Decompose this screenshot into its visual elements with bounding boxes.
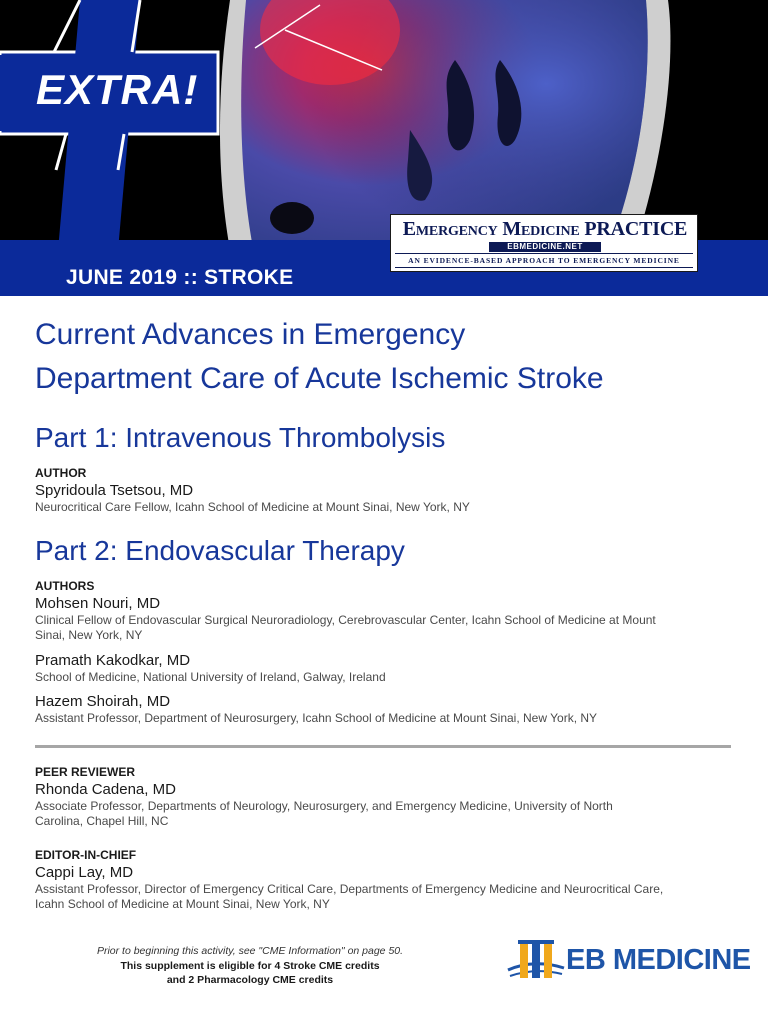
author-affiliation: Assistant Professor, Department of Neurosurgery, Icahn School of Medicine at Mount Sinai, New York, NY [35, 711, 598, 725]
peer-reviewer-label: PEER REVIEWER [35, 765, 136, 779]
main-title-line1: Current Advances in Emergency [35, 318, 466, 351]
author-name: Spyridoula Tsetsou, MD [35, 482, 194, 499]
cme-credits-line2: and 2 Pharmacology CME credits [166, 974, 334, 986]
editor-in-chief-name: Cappi Lay, MD [35, 864, 134, 881]
eb-medicine-wordmark: EB MEDICINE [566, 944, 751, 976]
section-divider [35, 745, 731, 748]
part2-heading: Part 2: Endovascular Therapy [35, 535, 405, 566]
affiliation-line2: Icahn School of Medicine at Mount Sinai, New York, NY [35, 897, 330, 911]
peer-reviewer-name: Rhonda Cadena, MD [35, 781, 176, 798]
editor-in-chief-affiliation [35, 882, 735, 912]
part1-author-label: AUTHOR [35, 466, 87, 480]
logo-title-part1: Emergency Medicine [402, 218, 580, 240]
author-name: Pramath Kakodkar, MD [35, 652, 191, 669]
logo-url: EBMEDICINE.NET [489, 242, 601, 252]
logo-title-part2: PRACTICE [584, 218, 688, 240]
extra-label: EXTRA! [36, 66, 199, 113]
cme-info-note: Prior to beginning this activity, see "CME Information" on page 50. [96, 945, 404, 957]
affiliation-line2: Carolina, Chapel Hill, NC [35, 814, 169, 828]
affiliation-line1: Assistant Professor, Director of Emergency Critical Care, Departments of Emergency Medicine and Neurocritical Care, [35, 882, 664, 896]
author-affiliation: Neurocritical Care Fellow, Icahn School of Medicine at Mount Sinai, New York, NY [35, 500, 470, 514]
author-affiliation [35, 613, 735, 643]
main-title-line2: Department Care of Acute Ischemic Stroke [35, 362, 604, 395]
author-affiliation: School of Medicine, National University of Ireland, Galway, Ireland [35, 670, 386, 684]
affiliation-line1: Clinical Fellow of Endovascular Surgical Neuroradiology, Cerebrovascular Center, Icahn School of Medicine at Mount [35, 613, 656, 627]
main-title [35, 313, 735, 401]
part1-heading: Part 1: Intravenous Thrombolysis [35, 422, 446, 453]
part2-authors-label: AUTHORS [35, 579, 95, 593]
logo-title [395, 218, 695, 241]
logo-tagline: AN EVIDENCE-BASED APPROACH TO EMERGENCY MEDICINE [395, 253, 693, 268]
editor-in-chief-label: EDITOR-IN-CHIEF [35, 848, 137, 862]
cme-credits-line1: This supplement is eligible for 4 Stroke CME credits [120, 960, 380, 972]
peer-reviewer-affiliation [35, 799, 735, 829]
issue-date-topic: JUNE 2019 :: STROKE [66, 266, 294, 289]
cover-banner [0, 0, 768, 296]
author-name: Mohsen Nouri, MD [35, 595, 161, 612]
author-name: Hazem Shoirah, MD [35, 693, 171, 710]
emergency-medicine-practice-logo [390, 214, 698, 272]
affiliation-line2: Sinai, New York, NY [35, 628, 143, 642]
affiliation-line1: Associate Professor, Departments of Neurology, Neurosurgery, and Emergency Medicine, University of North [35, 799, 613, 813]
